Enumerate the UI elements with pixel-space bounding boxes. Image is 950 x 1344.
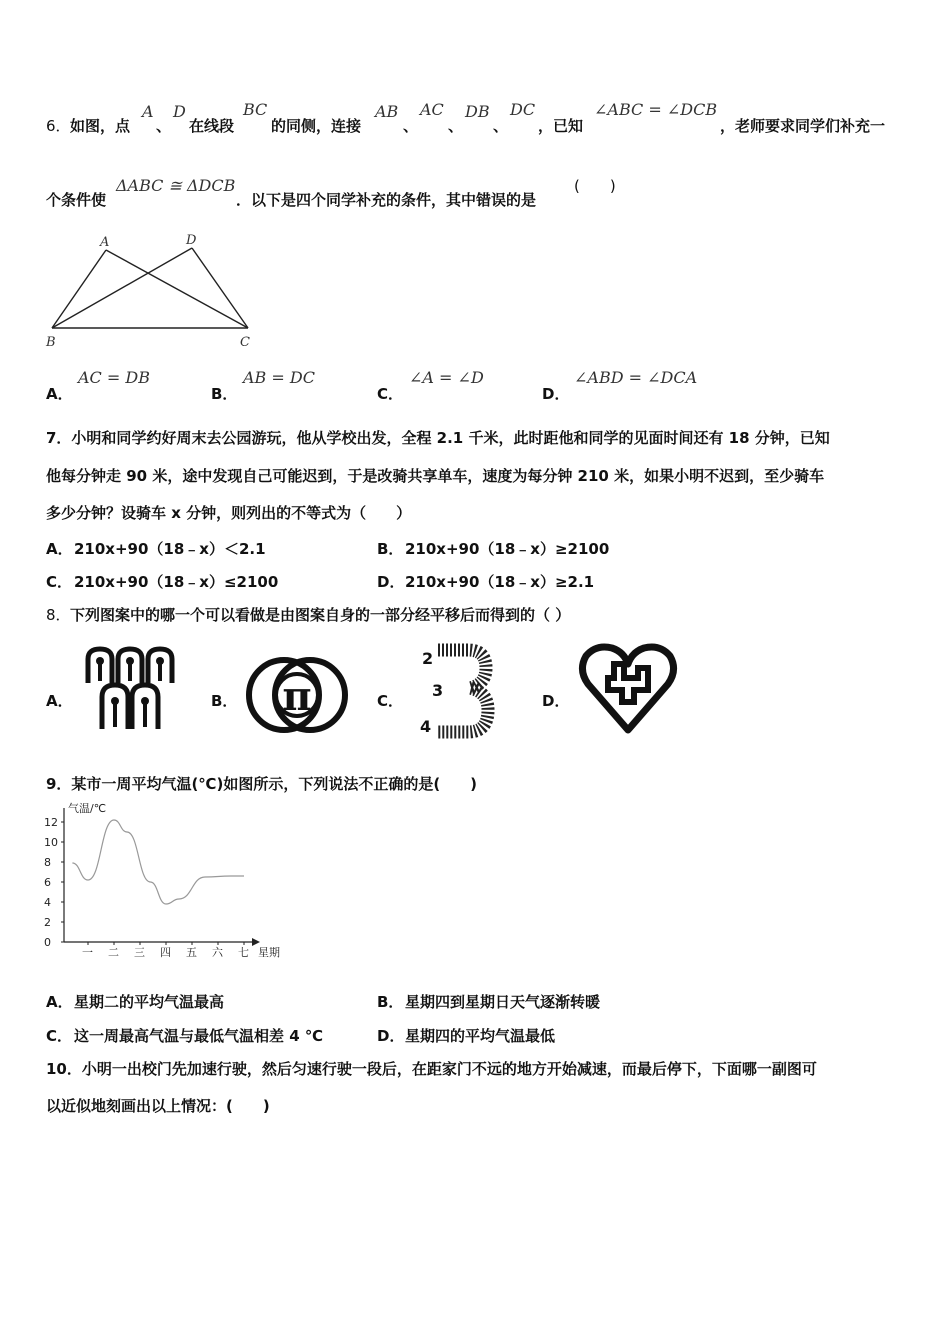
x-axis-arrow [252,938,260,946]
q6-option-c: ∠A = ∠D [409,368,484,387]
q8-number: 8． [46,606,71,624]
q9-option-c: 这一周最高气温与最低气温相差 4 ℃ [74,1027,324,1045]
x-tick-label: 七 [238,946,249,959]
q8-option-b-letter: B． [211,692,238,710]
y-tick-label: 2 [44,916,51,929]
q6-congruence: ΔABC ≅ ΔDCB [116,176,236,195]
q6-text: 的同侧，连接 [271,117,362,135]
q6-segment-ac: AC [420,100,444,119]
label-c: C [240,335,250,350]
x-tick-label: 二 [108,946,119,959]
q6-option-d: ∠ABD = ∠DCA [574,368,698,387]
x-tick-label: 六 [212,946,223,959]
y-axis-label: 气温/℃ [68,802,107,815]
q6-option-b-letter: B． [211,385,238,403]
q9-option-d: 星期四的平均气温最低 [405,1027,556,1045]
digit-four: 4 [420,717,432,736]
temperature-chart [40,798,300,968]
label-b: B [46,335,56,350]
q6-option-b: AB = DC [243,368,315,387]
q6-text: 如图，点 [70,117,131,135]
q6-answer-bracket: ( ) [574,177,616,195]
pi-circles-icon [244,650,350,740]
q9-option-c-letter: C． [46,1027,73,1045]
x-axis-label: 星期 [258,946,280,959]
q9-option-a: 星期二的平均气温最高 [74,993,225,1011]
q6-segment-dc: DC [510,100,536,119]
q6-separator: 、 [448,117,464,135]
x-tick-label: 五 [186,946,197,959]
q7-text-line2: 他每分钟走 90 米，途中发现自己可能迟到，于是改骑共享单车，速度为每分钟 210 米，如果小明不迟到，至少骑车 [46,467,825,485]
q7-option-b: 210x+90（18﹣x）≥2100 [405,540,610,558]
q6-triangle-figure [40,228,260,358]
q8-option-d-letter: D． [542,692,570,710]
q9-option-d-letter: D． [377,1027,405,1045]
q6-option-d-letter: D． [542,385,570,403]
q9-option-a-letter: A． [46,993,73,1011]
y-tick-label: 0 [44,936,51,949]
heart-pattern-icon [578,642,678,738]
q7-option-a: 210x+90（18﹣x）＜2.1 [74,540,266,558]
q6-number: 6． [46,117,71,135]
segment-db [52,248,192,328]
q8-option-a-letter: A． [46,692,73,710]
y-tick-label: 12 [44,816,58,829]
q10-text-line1: 10．小明一出校门先加速行驶，然后匀速行驶一段后，在距家门不远的地方开始减速，而最后停下，下面哪一副图可 [46,1060,817,1078]
label-d: D [186,233,197,248]
q6-segment-bc: BC [243,100,268,119]
label-a: A [100,235,110,250]
q7-option-c: 210x+90（18﹣x）≤2100 [74,573,279,591]
q7-text-line1: 7．小明和同学约好周末去公园游玩，他从学校出发，全程 2.1 千米，此时距他和同学的见面时间还有 18 分钟，已知 [46,429,830,447]
q7-option-a-letter: A． [46,540,73,558]
q7-text-line3: 多少分钟？设骑车 x 分钟，则列出的不等式为（ ） [46,504,412,522]
q6-separator: 、 [156,117,172,135]
q6-segment-ab: AB [375,102,399,121]
q6-text: ．以下是四个同学补充的条件，其中错误的是 [236,191,537,209]
q6-option-c-letter: C． [377,385,404,403]
q9-option-b-letter: B． [377,993,404,1011]
segment-ac [106,250,248,328]
q7-option-b-letter: B． [377,540,404,558]
q7-option-c-letter: C． [46,573,73,591]
q6-text: ，已知 [538,117,584,135]
q9-option-b: 星期四到星期日天气逐渐转暖 [405,993,601,1011]
y-tick-label: 4 [44,896,51,909]
stacked-numbers-icon [416,644,496,740]
x-tick-label: 四 [160,946,171,959]
q7-option-d-letter: D． [377,573,405,591]
q6-text: 个条件使 [46,191,107,209]
digit-three: 3 [432,681,444,700]
x-tick-label: 一 [82,946,93,959]
y-tick-label: 8 [44,856,51,869]
segment-ab [52,250,106,328]
peacock-pattern-icon [80,645,180,735]
q6-point-a: A [142,102,154,121]
pi-glyph: π [282,673,312,720]
q6-segment-db: DB [465,102,490,121]
y-tick-label: 6 [44,876,51,889]
y-tick-label: 10 [44,836,58,849]
q6-separator: 、 [493,117,509,135]
q9-text: 9．某市一周平均气温(℃)如图所示，下列说法不正确的是( ) [46,775,478,793]
q6-angle-condition: ∠ABC = ∠DCB [594,100,718,119]
segment-dc [192,248,248,328]
q8-text: 下列图案中的哪一个可以看做是由图案自身的一部分经平移后而得到的（ ） [70,606,571,624]
q6-option-a-letter: A． [46,385,73,403]
q8-option-c-letter: C． [377,692,404,710]
q6-option-a: AC = DB [78,368,150,387]
q6-text: 在线段 [189,117,235,135]
q6-text: ，老师要求同学们补充一 [720,117,886,135]
q7-option-d: 210x+90（18﹣x）≥2.1 [405,573,595,591]
digit-two: 2 [422,649,434,668]
x-tick-label: 三 [134,946,145,959]
q6-separator: 、 [403,117,419,135]
q6-point-d: D [173,102,186,121]
q10-text-line2: 以近似地刻画出以上情况：( ) [46,1097,270,1115]
temperature-series-line [72,820,244,904]
